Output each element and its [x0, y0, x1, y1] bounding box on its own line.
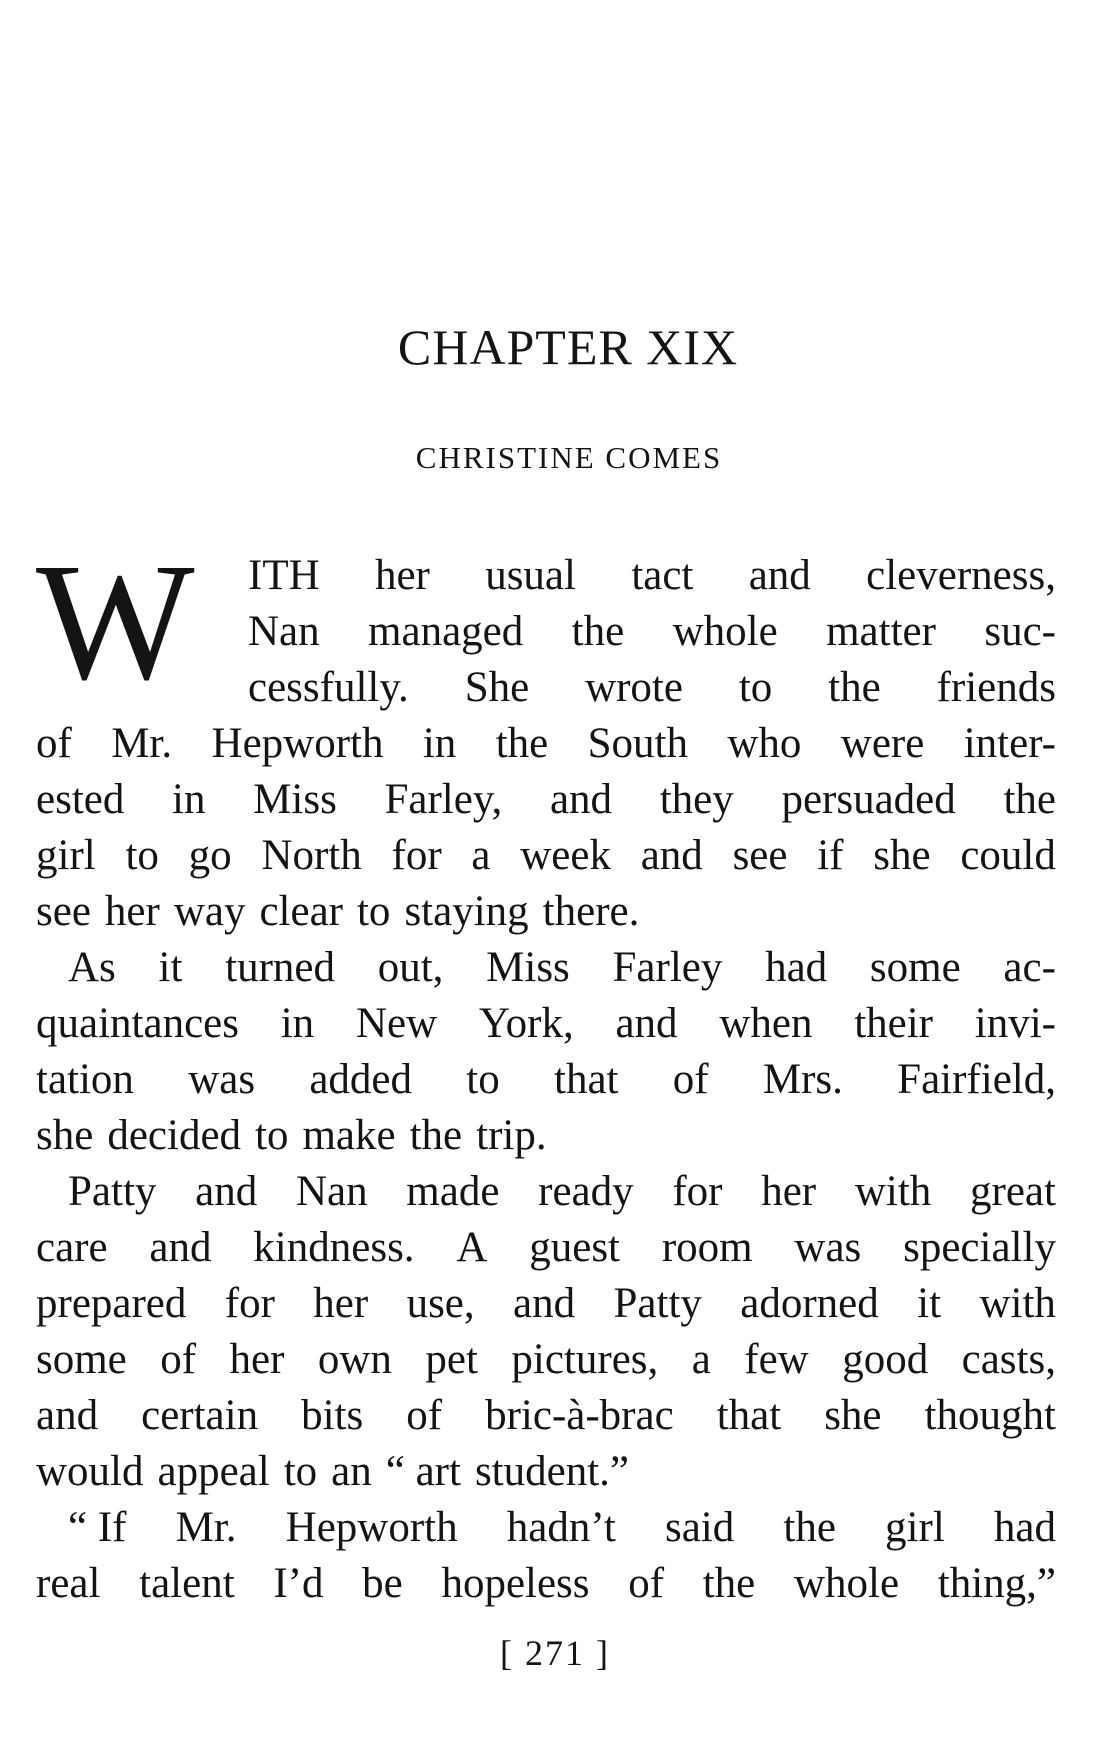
text-line [36, 1108, 1056, 1164]
text-line [36, 1164, 1056, 1220]
word: tact [631, 552, 694, 599]
word: the [495, 720, 549, 767]
word: turned [225, 944, 335, 991]
word: Mrs. [762, 1056, 843, 1103]
word: her [104, 888, 160, 935]
word: would [36, 1448, 144, 1495]
word: way [173, 888, 246, 935]
word: that [554, 1056, 619, 1103]
word: had [765, 944, 828, 991]
word: for [224, 1280, 275, 1327]
word: kindness. [253, 1224, 415, 1271]
word: Nan [248, 608, 320, 655]
word: whole [793, 1560, 900, 1607]
body-text [36, 548, 1056, 1612]
word: and [615, 1000, 678, 1047]
word: adorned [740, 1280, 879, 1327]
word: staying [404, 888, 529, 935]
word: Mr. [175, 1504, 237, 1551]
word: her [761, 1168, 817, 1215]
word: it [158, 944, 183, 991]
word: week [520, 832, 611, 879]
word: real [36, 1560, 101, 1607]
word: she [873, 832, 931, 879]
word: and [36, 1392, 99, 1439]
word: She [464, 664, 530, 711]
word: Farley [612, 944, 723, 991]
word: girl [885, 1504, 945, 1551]
word: and [748, 552, 811, 599]
text-line [36, 1276, 1056, 1332]
word: to [255, 1112, 289, 1159]
word: see [36, 888, 91, 935]
word: make [302, 1112, 396, 1159]
word: York, [478, 1000, 574, 1047]
word: to [738, 664, 773, 711]
word: they [659, 776, 734, 823]
word: said [664, 1504, 735, 1551]
word: friends [936, 664, 1056, 711]
text-line [36, 940, 1056, 996]
word: thing,” [937, 1560, 1056, 1607]
word: talent [139, 1560, 235, 1607]
text-line [36, 1500, 1056, 1556]
word: Farley, [384, 776, 503, 823]
word: student.” [474, 1448, 629, 1495]
word: trip. [476, 1112, 547, 1159]
text-line [36, 828, 1056, 884]
word: Patty [613, 1280, 702, 1327]
word: that [716, 1392, 782, 1439]
word: “ art [385, 1448, 461, 1495]
word: out, [377, 944, 444, 991]
word: ested [36, 776, 125, 823]
word: in [172, 776, 206, 823]
text-line [36, 548, 1056, 604]
word: decided [107, 1112, 242, 1159]
word: A [456, 1224, 488, 1271]
word: New [355, 1000, 438, 1047]
text-line [36, 1444, 1056, 1500]
word: of [406, 1392, 443, 1439]
word: cessfully. [248, 664, 409, 711]
word: the [828, 664, 881, 711]
word: good [842, 1336, 929, 1383]
text-line [36, 884, 1056, 940]
word: the [1003, 776, 1056, 823]
word: bits [301, 1392, 364, 1439]
word: ac- [1003, 944, 1056, 991]
drop-cap: W [36, 529, 195, 715]
word: managed [368, 608, 524, 655]
word: guest [529, 1224, 621, 1271]
word: of [160, 1336, 197, 1383]
text-line [36, 660, 1056, 716]
word: to [466, 1056, 500, 1103]
word: appeal [157, 1448, 270, 1495]
word: and [195, 1168, 258, 1215]
word: Nan [295, 1168, 368, 1215]
word: and [640, 832, 703, 879]
word: hadn’t [506, 1504, 616, 1551]
word: the [702, 1560, 756, 1607]
word: As [68, 944, 116, 991]
text-line [36, 996, 1056, 1052]
word: and [513, 1280, 576, 1327]
word: her [229, 1336, 285, 1383]
word: Hepworth [211, 720, 384, 767]
word: tation [36, 1056, 134, 1103]
text-line [36, 604, 1056, 660]
word: usual [485, 552, 576, 599]
word: and [549, 776, 613, 823]
word: go [188, 832, 232, 879]
word: Hepworth [285, 1504, 458, 1551]
word: great [970, 1168, 1056, 1215]
word: in [422, 720, 457, 767]
word: the [571, 608, 625, 655]
word: the [783, 1504, 836, 1551]
text-line [36, 1220, 1056, 1276]
word: ITH [248, 552, 320, 599]
word: could [960, 832, 1056, 879]
word: care [36, 1224, 108, 1271]
word: her [313, 1280, 369, 1327]
word: to [283, 1448, 318, 1495]
text-line [36, 1556, 1056, 1612]
word: use, [406, 1280, 475, 1327]
word: quaintances [36, 1000, 239, 1047]
word: persuaded [781, 776, 956, 823]
word: added [309, 1056, 413, 1103]
word: certain [141, 1392, 259, 1439]
text-line [36, 1388, 1056, 1444]
word: who [727, 720, 802, 767]
word: few [744, 1336, 809, 1383]
word: suc- [984, 608, 1056, 655]
word: see [732, 832, 788, 879]
word: prepared [36, 1280, 187, 1327]
word: Patty [68, 1168, 157, 1215]
word: for [391, 832, 442, 879]
word: a [471, 832, 491, 879]
word: pet [425, 1336, 478, 1383]
word: North [261, 832, 362, 879]
word: Miss [253, 776, 337, 823]
word: had [993, 1504, 1056, 1551]
word: were [840, 720, 925, 767]
word: to [125, 832, 159, 879]
word: the [409, 1112, 463, 1159]
word: matter [826, 608, 936, 655]
word: her [374, 552, 430, 599]
word: when [719, 1000, 813, 1047]
word: bric-à-brac [485, 1392, 674, 1439]
word: of [36, 720, 72, 767]
word: and [149, 1224, 212, 1271]
text-line [36, 1332, 1056, 1388]
word: own [317, 1336, 392, 1383]
word: to [356, 888, 391, 935]
page-number: [ 271 ] [500, 1633, 610, 1673]
text-line [36, 1052, 1056, 1108]
word: with [979, 1280, 1056, 1327]
word: an [331, 1448, 372, 1495]
word: specially [903, 1224, 1056, 1271]
chapter-title: CHRISTINE COMES [415, 440, 723, 475]
word: a [691, 1336, 711, 1383]
text-line [36, 716, 1056, 772]
word: I’d [273, 1560, 324, 1607]
word: cleverness, [866, 552, 1056, 599]
word: it [917, 1280, 942, 1327]
word: room [661, 1224, 753, 1271]
word: in [280, 1000, 315, 1047]
word: some [36, 1336, 127, 1383]
word: Mr. [111, 720, 173, 767]
word: Fairfield, [897, 1056, 1056, 1103]
word: of [628, 1560, 665, 1607]
word: thought [924, 1392, 1056, 1439]
word: clear [259, 888, 343, 935]
word: girl [36, 832, 96, 879]
word: be [362, 1560, 403, 1607]
word: was [188, 1056, 256, 1103]
word: was [794, 1224, 862, 1271]
word: wrote [585, 664, 683, 711]
word: Miss [486, 944, 570, 991]
word: she [36, 1112, 94, 1159]
word: some [869, 944, 961, 991]
word: if [817, 832, 844, 879]
word: there. [542, 888, 640, 935]
word: hopeless [441, 1560, 590, 1607]
word: their [854, 1000, 934, 1047]
word: whole [672, 608, 778, 655]
word: pictures, [511, 1336, 659, 1383]
word: South [587, 720, 688, 767]
word: inter- [963, 720, 1056, 767]
word: she [824, 1392, 882, 1439]
text-line [36, 772, 1056, 828]
word: invi- [974, 1000, 1056, 1047]
word: casts, [961, 1336, 1056, 1383]
word: ready [538, 1168, 634, 1215]
word: “ If [68, 1504, 127, 1551]
word: with [854, 1168, 932, 1215]
chapter-heading: CHAPTER XIX [397, 319, 739, 375]
word: of [672, 1056, 709, 1103]
word: for [672, 1168, 723, 1215]
word: made [406, 1168, 500, 1215]
